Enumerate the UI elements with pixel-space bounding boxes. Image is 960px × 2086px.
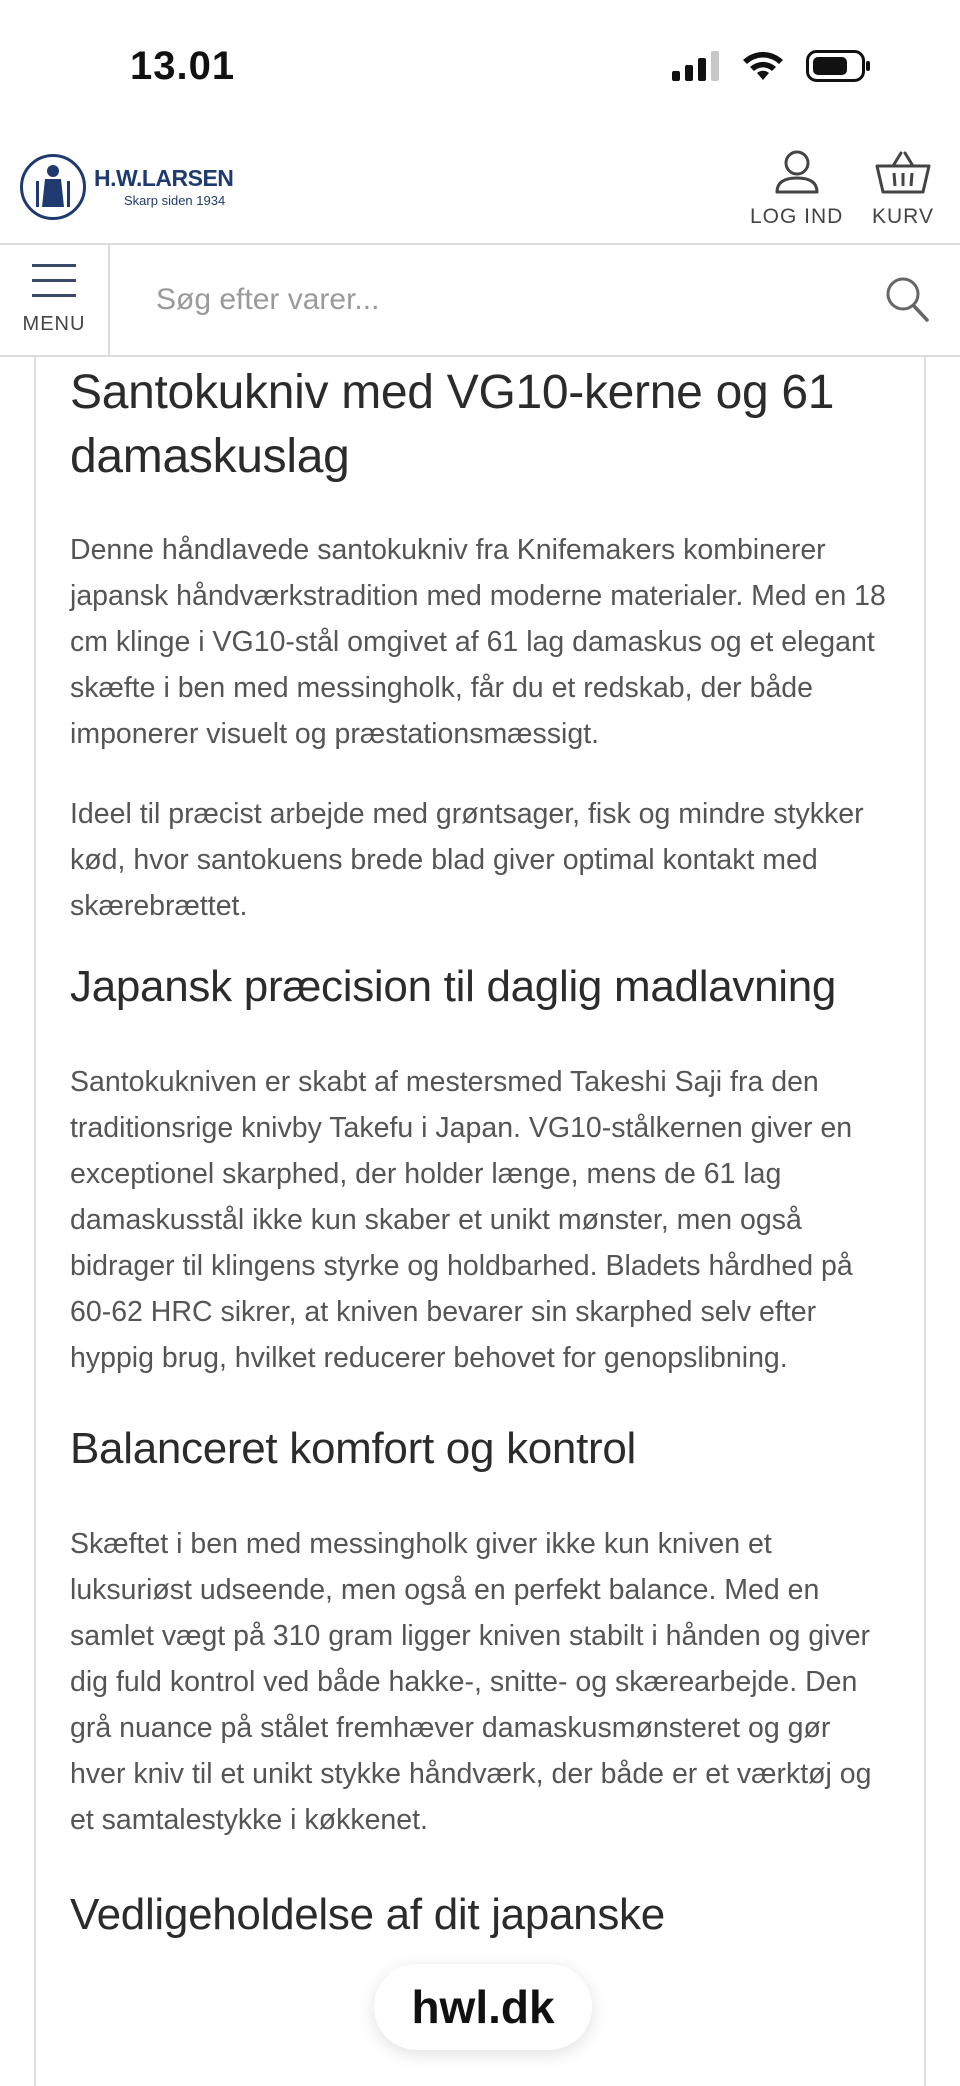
basket-icon	[875, 150, 931, 199]
signal-icon	[672, 51, 720, 86]
section-heading: Balanceret komfort og kontrol	[70, 1424, 637, 1473]
section-heading: Japansk præcision til daglig madlavning	[70, 962, 837, 1011]
site-logo[interactable]	[20, 154, 233, 220]
product-description	[34, 357, 926, 2086]
intro-paragraph: Denne håndlavede santokukniv fra Knifemakers kombinerer japansk håndværkstradition med moderne materialer. Med en 18 cm klinge i VG10-stål omgivet af 61 lag damaskus og et elegant skæfte i ben med messingholk, får du et redskab, der både imponerer visuelt og præstationsmæssigt.	[70, 534, 886, 750]
intro-paragraph: Ideel til præcist arbejde med grøntsager, fisk og mindre stykker kød, hvor santokuens brede blad giver optimal kontakt med skærebrættet.	[70, 798, 864, 922]
status-bar	[0, 0, 960, 140]
section-heading: Vedligeholdelse af dit japanske	[70, 1890, 665, 1939]
search-input[interactable]	[112, 245, 872, 355]
login-button[interactable]	[750, 150, 843, 229]
logo-seal-icon	[20, 154, 86, 220]
login-label: LOG IND	[750, 205, 844, 228]
menu-button[interactable]	[0, 245, 110, 355]
user-icon	[774, 150, 820, 199]
section-text: Skæftet i ben med messingholk giver ikke kun kniven et luksuriøst udseende, men også en perfekt balance. Med en samlet vægt på 310 gram ligger kniven stabilt i hånden og giver dig fuld kontrol ved både hakke-, snitte- og skærearbejde. Den grå nuance på stålet fremhæver damaskusmønsteret og gør hver kniv til et unikt stykke håndværk, der både er et værktøj og et samtalestykke i køkkenet.	[70, 1528, 872, 1836]
logo-tagline: Skarp siden 1934	[124, 193, 226, 208]
menu-label: MENU	[22, 313, 86, 335]
search-icon[interactable]	[884, 275, 930, 328]
cart-label: KURV	[872, 205, 934, 228]
page-title: Santokukniv med VG10-kerne og 61 damaskuslag	[70, 366, 835, 483]
section-text: Santokukniven er skabt af mestersmed Takeshi Saji fra den traditionsrige knivby Takefu i Japan. VG10-stålkernen giver en exceptionel skarphed, der holder længe, mens de 61 lag damaskusstål ikke kun skaber et unikt mønster, men også bidrager til klingens styrke og holdbarhed. Bladets hårdhed på 60-62 HRC sikrer, at kniven bevarer sin skarphed selv efter hyppig brug, hvilket reducerer behovet for genopslibning.	[70, 1066, 853, 1374]
battery-icon	[806, 50, 872, 87]
hamburger-icon	[32, 264, 76, 303]
status-icons	[672, 50, 872, 87]
browser-address-pill[interactable]: hwl.dk	[374, 1964, 592, 2050]
cart-button[interactable]	[872, 150, 934, 229]
logo-brand: H.W.LARSEN	[94, 165, 234, 191]
search-bar	[0, 245, 960, 357]
wifi-icon	[742, 50, 784, 87]
status-time: 13.01	[130, 44, 236, 88]
site-header	[0, 140, 960, 245]
